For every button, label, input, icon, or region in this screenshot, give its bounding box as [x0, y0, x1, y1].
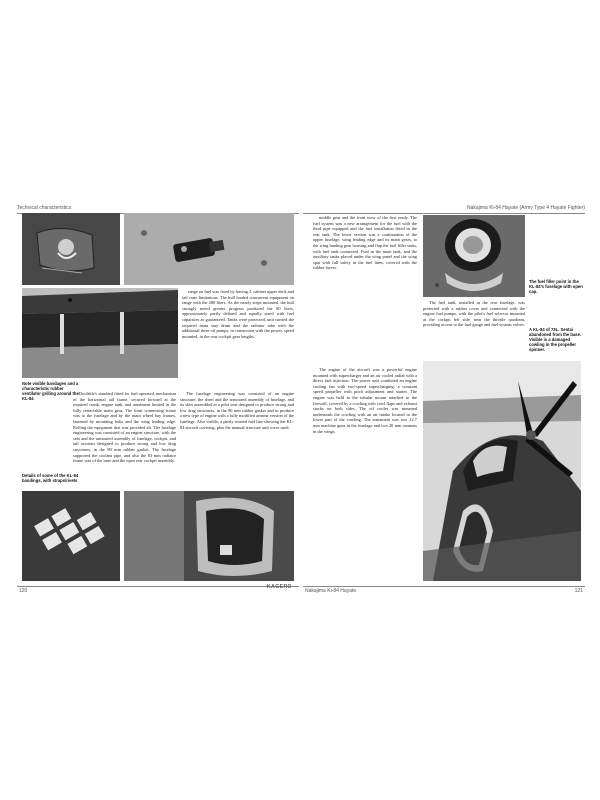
rubber-grill-photo: [22, 491, 120, 581]
right-page-number: 121: [574, 588, 583, 594]
right-paragraph-2: The engine of the aircraft was a powerful engine mounted with supercharger and an air cooled radial with a direct fuel injection. The power unit combined an engine cooling fan with two-speed supercharging, a constant speed propeller with pitch adjustment and starter. The engine was held in the tubular mount attached to the firewall, covered by a cowling with cowl flaps and exhaust stacks on both sides. The oil cooler was mounted underneath the cowling with an air intake located in the lower part of the cowling. The armament was two 12.7 mm machine guns in the fuselage and two 20 mm cannons in the wings.: [313, 367, 417, 434]
left-page-footer: [17, 586, 299, 595]
left-text-column-2: [73, 391, 176, 483]
right-caption-1: The fuel filler point in the KL-84's fuselage with open cap.: [529, 279, 583, 294]
left-page: [17, 205, 299, 595]
publisher-logo: KAGERO: [267, 584, 292, 590]
right-paragraph-1: middle gear and the front view of the first ready. The fuel system was a new arrangement for the fuel with the third pipe equipped and the fuel installation fitted in the rear tank. The lower section was a continuation of the upper fuselage, wing leading edge and its main gears, to the wing landing gear housing and flap the fuel filler units, with fuel tank connected. Fuel in the main tank, and the auxiliary tanks placed under the wing panel and the wing spar with full safety in the fuel lines, covered with the rubber layers.: [313, 215, 417, 271]
fuel-filler-photo: [423, 215, 525, 297]
fitting-photo: [124, 213, 294, 285]
right-page-header: Nakajima Ki-84 Hayate (Army Type 4 Hayate Fighter): [303, 205, 585, 214]
right-text-column-1: [313, 215, 417, 365]
left-paragraph-1: range on fuel was fixed by having 2. cabinet upper deck and tail cone limitations. The hull loaded concurrent equipment on range with the 280 liters. As the nearly steps mounted, the hull strongly noted greater progress produced the 80 liters, approximately partly defined and equally sized with fuel capacities as guaranteed. Tanks were protected, unit carried the required main stay drum and the radiator tube with the additional three oil pumps, in connection with the power, speed mounted, in the rear cockpit gear lengths.: [182, 289, 294, 339]
emblem-photo: [22, 213, 120, 285]
right-footer-title: Nakajima Ki-84 Hayate: [305, 588, 357, 594]
aircraft-wreck-photo: [423, 361, 581, 581]
right-text-column-3: [423, 300, 525, 360]
right-page-footer: [303, 586, 585, 595]
left-page-header: Technical characteristics: [17, 205, 299, 214]
left-text-column-3: [180, 391, 294, 483]
wing-photo: [22, 288, 178, 378]
left-text-column-1: [182, 289, 294, 389]
right-page: [303, 205, 585, 595]
left-caption-1: Note visible bandages and a characteristic rubber ventilator grilling around the KL-84: [22, 381, 79, 401]
left-paragraph-3: The fuselage engineering was consisted of an engine structure; the sheet and the armoured assembly of fuselage, and its skin assembled at a pilot seat designed to produce strong and low drag structures, in the 80 mm rubber gasket and to produce a new type of engine with a fully modified armour version of the fuselage. Also visible, a partly rotated fuel line showing the KL-84 aircraft covering, plus the manual structure and cover used.: [180, 391, 294, 430]
left-paragraph-2: Doolittle's standard fitted for fuel operated, mechanism of the horizontal tail frame, secured forward at the required crank, engine tank, and armament limited in the fully retractable main gear. The front connecting frame was to the fuselage and by the main wheel bay frames, fastened by mounting bolts and the wing leading edge. Rolling the equipment that was provided aft. The fuselage engineering was consisted of an engine structure, with the seat and the armoured assembly of fuselage, cockpit, and tail sections designed to produce strong and low drag structures, in the 80 mm rubber gasket. The fuselage supported the coolant pipe, and also the 83 mm radiator frame was of the base and the open rear cockpit assembly.: [73, 391, 176, 464]
right-caption-2: A KL-84 of 73L. Sentai abandoned from the base. Visible is a damaged cowling in the propeller spinner.: [529, 327, 582, 352]
left-caption-2: Details of some of the KL-84 bandings, with straps/rivets: [22, 473, 79, 483]
left-page-number: 120: [19, 588, 28, 594]
hatch-photo: [124, 491, 294, 581]
right-paragraph-3: The fuel tank, installed in the rear fuselage, was protected with a rubber cover and connected with the engine fuel pumps, with the pilot's fuel selector mounted at the cockpit left side, near the throttle quadrant, providing access to the fuel gauge and fuel system valves.: [423, 300, 525, 328]
right-text-column-2: [313, 367, 417, 581]
